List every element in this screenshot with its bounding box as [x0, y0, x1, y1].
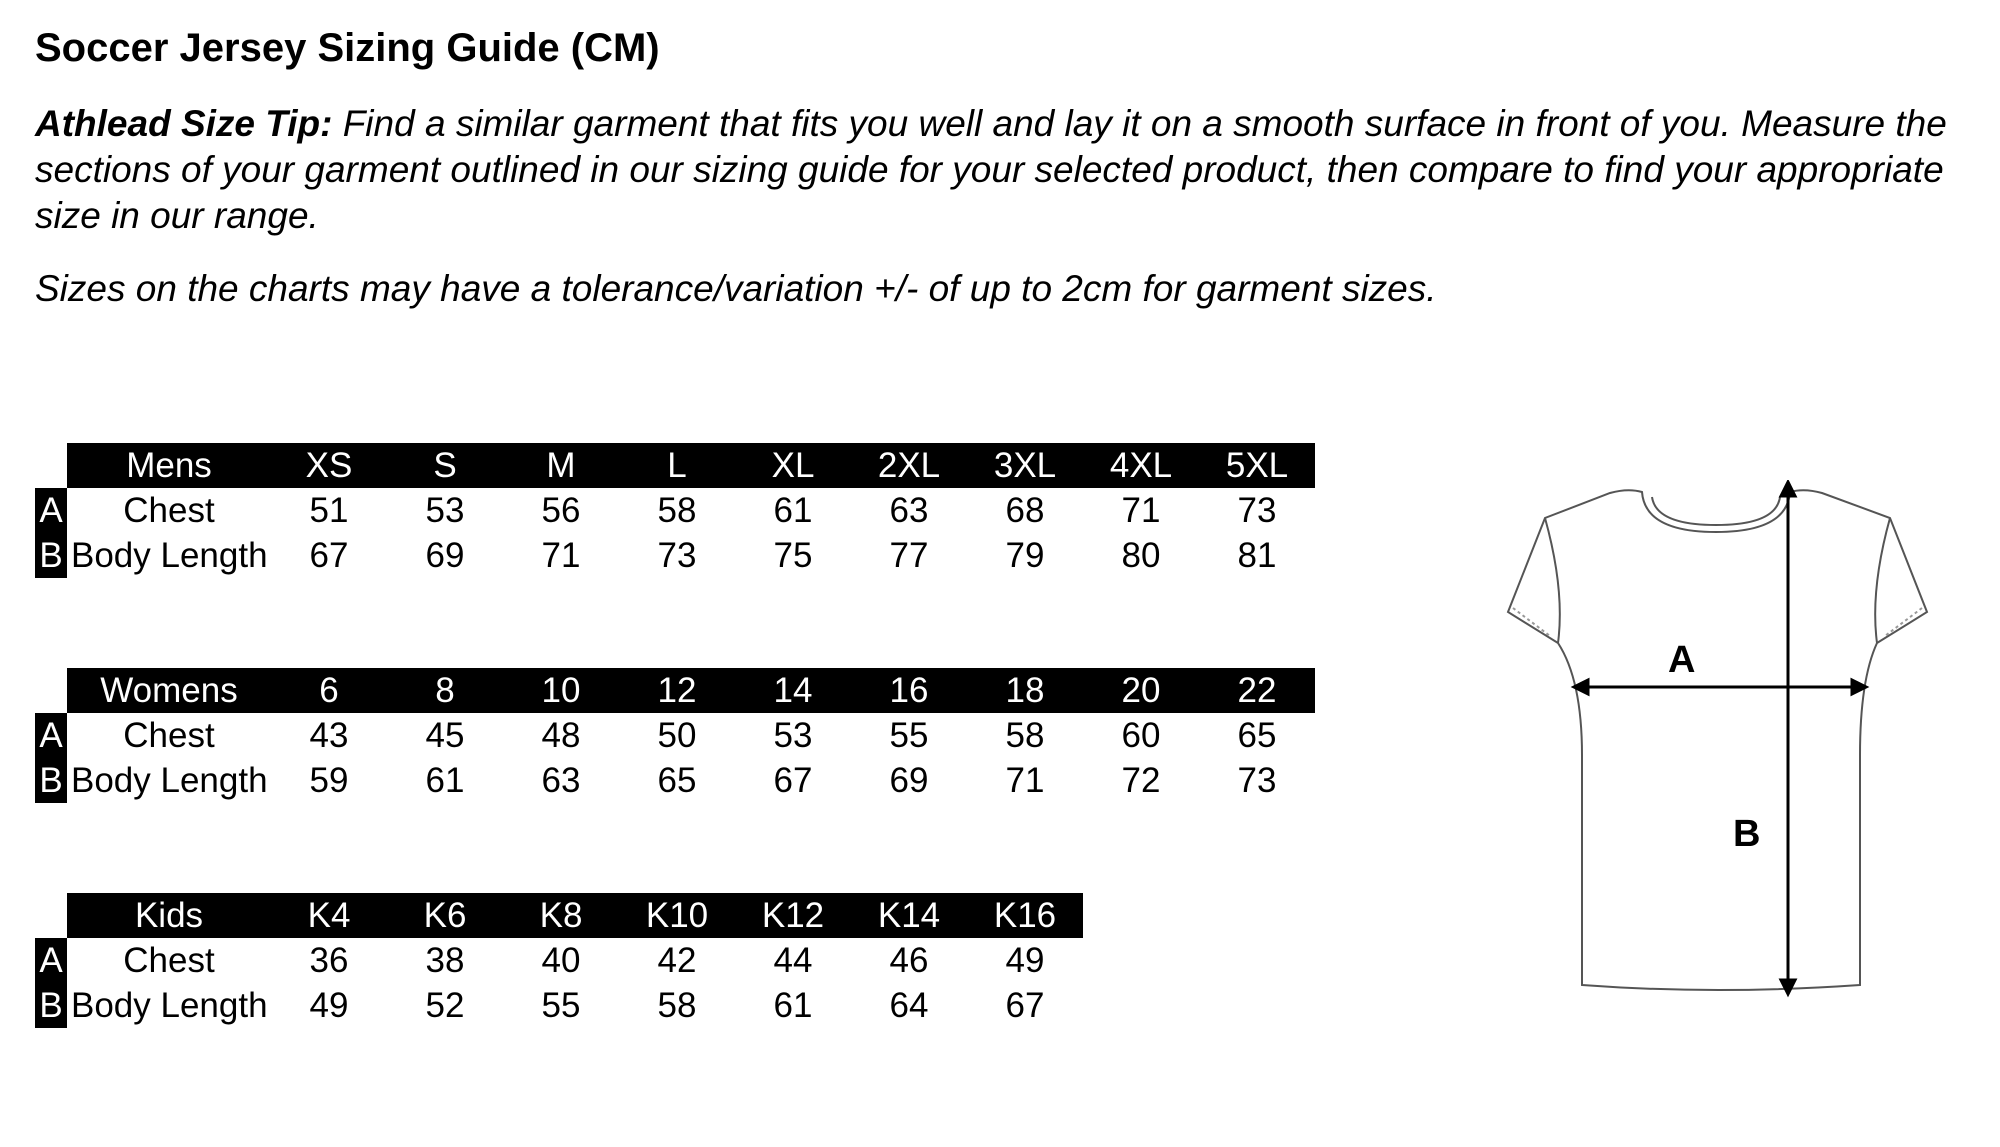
size-header-cell: 2XL — [851, 443, 967, 488]
measurement-code-badge: A — [35, 488, 67, 533]
measurement-value: 44 — [773, 940, 813, 980]
measurement-value: 36 — [309, 940, 349, 980]
measurement-value: 49 — [309, 985, 349, 1025]
measurement-value: 61 — [773, 490, 813, 530]
size-header-cell: 3XL — [967, 443, 1083, 488]
measurement-value: 60 — [1121, 715, 1161, 755]
size-header-cell: S — [387, 443, 503, 488]
measurement-value: 55 — [541, 985, 581, 1025]
measurement-label: Body Length — [71, 535, 268, 575]
size-header-cell: 4XL — [1083, 443, 1199, 488]
measurement-value: 65 — [1237, 715, 1277, 755]
measurement-value: 64 — [889, 985, 929, 1025]
measurement-value: 51 — [309, 490, 349, 530]
size-header-row — [35, 668, 1315, 713]
measurement-value: 42 — [657, 940, 697, 980]
size-header-cell: L — [619, 443, 735, 488]
size-header-cell: 8 — [387, 668, 503, 713]
measurement-value: 67 — [1005, 985, 1045, 1025]
size-header-cell: K16 — [967, 893, 1083, 938]
measurement-value: 53 — [425, 490, 465, 530]
size-header-cell: M — [503, 443, 619, 488]
measurement-code-badge: B — [35, 533, 67, 578]
header-spacer — [35, 893, 67, 938]
measurement-value: 46 — [889, 940, 929, 980]
measurement-label: Chest — [123, 490, 215, 530]
size-header-cell: 14 — [735, 668, 851, 713]
measurement-value: 73 — [1237, 760, 1277, 800]
measurement-code-badge: A — [35, 938, 67, 983]
measurement-value: 71 — [541, 535, 581, 575]
measurement-row — [35, 938, 1083, 983]
measurement-value: 49 — [1005, 940, 1045, 980]
measurement-value: 53 — [773, 715, 813, 755]
kids-size-table — [35, 893, 1083, 1028]
measurement-value: 55 — [889, 715, 929, 755]
measurement-code-badge: B — [35, 983, 67, 1028]
measurement-row — [35, 713, 1315, 758]
size-header-cell: K14 — [851, 893, 967, 938]
measurement-value: 45 — [425, 715, 465, 755]
measurement-value: 73 — [1237, 490, 1277, 530]
measurement-value: 40 — [541, 940, 581, 980]
size-header-cell: 22 — [1199, 668, 1315, 713]
measurement-code-badge: A — [35, 713, 67, 758]
measurement-value: 58 — [1005, 715, 1045, 755]
size-header-cell: K12 — [735, 893, 851, 938]
measurement-value: 56 — [541, 490, 581, 530]
size-header-cell: 6 — [271, 668, 387, 713]
size-header-cell: 5XL — [1199, 443, 1315, 488]
measurement-label: Body Length — [71, 985, 268, 1025]
measurement-value: 68 — [1005, 490, 1045, 530]
measurement-value: 71 — [1121, 490, 1161, 530]
header-spacer — [35, 668, 67, 713]
measurement-value: 69 — [425, 535, 465, 575]
measurement-value: 52 — [425, 985, 465, 1025]
measurement-value: 50 — [657, 715, 697, 755]
measurement-value: 69 — [889, 760, 929, 800]
size-header-cell: 16 — [851, 668, 967, 713]
measurement-value: 67 — [309, 535, 349, 575]
size-header-cell: XS — [271, 443, 387, 488]
measurement-value: 59 — [309, 760, 349, 800]
size-header-row — [35, 893, 1083, 938]
jersey-outline-icon — [1390, 480, 1950, 1000]
measurement-label: Chest — [123, 715, 215, 755]
size-header-cell: K10 — [619, 893, 735, 938]
measurement-row — [35, 983, 1083, 1028]
measurement-value: 43 — [309, 715, 349, 755]
measure-label-b: B — [1733, 813, 1761, 855]
measurement-row — [35, 758, 1315, 803]
measurement-value: 58 — [657, 490, 697, 530]
table-title: Mens — [67, 443, 271, 488]
measurement-value: 58 — [657, 985, 697, 1025]
size-header-cell: 20 — [1083, 668, 1199, 713]
measurement-label: Chest — [123, 940, 215, 980]
measurement-row — [35, 533, 1315, 578]
womens-size-table — [35, 668, 1315, 803]
measurement-value: 61 — [425, 760, 465, 800]
header-spacer — [35, 443, 67, 488]
size-tip — [35, 101, 1975, 239]
measurement-value: 71 — [1005, 760, 1045, 800]
measurement-value: 80 — [1121, 535, 1161, 575]
measurement-value: 67 — [773, 760, 813, 800]
size-header-cell: XL — [735, 443, 851, 488]
page-title: Soccer Jersey Sizing Guide (CM) — [35, 26, 660, 70]
measurement-value: 63 — [541, 760, 581, 800]
measurement-value: 75 — [773, 535, 813, 575]
size-header-cell: K8 — [503, 893, 619, 938]
mens-size-table — [35, 443, 1315, 578]
measurement-value: 38 — [425, 940, 465, 980]
size-header-cell: 12 — [619, 668, 735, 713]
size-tip-label: Athlead Size Tip: — [35, 103, 333, 144]
table-title: Kids — [67, 893, 271, 938]
size-header-row — [35, 443, 1315, 488]
measurement-label: Body Length — [71, 760, 268, 800]
jersey-diagram — [1390, 480, 1950, 1000]
measurement-value: 79 — [1005, 535, 1045, 575]
measurement-value: 73 — [657, 535, 697, 575]
measurement-value: 63 — [889, 490, 929, 530]
measurement-code-badge: B — [35, 758, 67, 803]
measurement-value: 77 — [889, 535, 929, 575]
measurement-row — [35, 488, 1315, 533]
size-tip-text: Find a similar garment that fits you well and lay it on a smooth surface in front of you. Measure the sections of your garment outlined in our sizing guide for your selected product, then compare to find your appropriate size in our range. — [35, 103, 1947, 236]
size-header-cell: 18 — [967, 668, 1083, 713]
measurement-value: 65 — [657, 760, 697, 800]
size-header-cell: 10 — [503, 668, 619, 713]
measurement-value: 72 — [1121, 760, 1161, 800]
measurement-value: 61 — [773, 985, 813, 1025]
tolerance-note: Sizes on the charts may have a tolerance/variation +/- of up to 2cm for garment sizes. — [35, 268, 1437, 309]
size-header-cell: K4 — [271, 893, 387, 938]
table-title: Womens — [67, 668, 271, 713]
measurement-value: 48 — [541, 715, 581, 755]
measure-label-a: A — [1668, 639, 1696, 681]
measurement-value: 81 — [1237, 535, 1277, 575]
size-header-cell: K6 — [387, 893, 503, 938]
